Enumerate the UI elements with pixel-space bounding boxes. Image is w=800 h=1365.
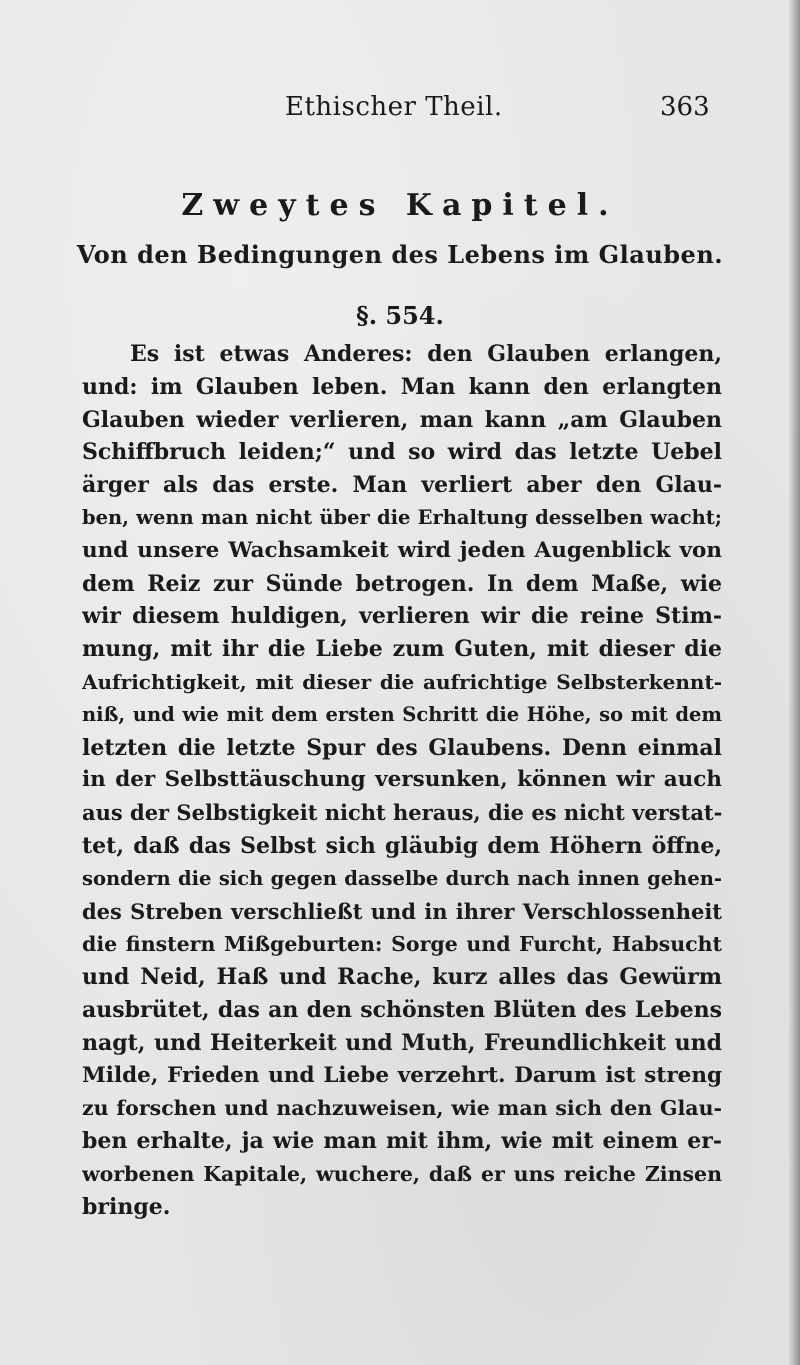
- page-number: 363: [660, 92, 710, 122]
- text-line: in der Selbsttäuschung versunken, können wir auch: [82, 767, 722, 793]
- text-line: nagt, und Heiterkeit und Muth, Freundlichkeit und: [82, 1029, 722, 1056]
- text-line: dem Reiz zur Sünde betrogen. In dem Maße, wie: [82, 570, 722, 597]
- text-line: letzten die letzte Spur des Glaubens. Denn einmal: [82, 734, 722, 761]
- text-line: bringe.: [82, 1193, 171, 1220]
- text-line: ben, wenn man nicht über die Erhaltung desselben wacht;: [82, 505, 722, 529]
- text-line: und Neid, Haß und Rache, kurz alles das Gewürm: [82, 964, 722, 991]
- text-line: des Streben verschließt und in ihrer Verschlossenheit: [82, 898, 722, 924]
- section-mark: §. 554.: [356, 301, 444, 330]
- running-head: [0, 92, 800, 132]
- text-line: aus der Selbstigkeit nicht heraus, die es nicht verstat-: [82, 800, 722, 826]
- text-line: Aufrichtigkeit, mit dieser die aufrichtige Selbsterkennt-: [82, 669, 722, 694]
- text-line: mung, mit ihr die Liebe zum Guten, mit dieser die: [82, 636, 722, 663]
- text-line: sondern die sich gegen dasselbe durch nach innen gehen-: [82, 866, 722, 890]
- text-line: Schiffbruch leiden;“ und so wird das letzte Uebel: [82, 439, 722, 466]
- chapter-subtitle: Von den Bedingungen des Lebens im Glauben.: [76, 240, 724, 269]
- text-line: worbenen Kapitale, wuchere, daß er uns reiche Zinsen: [82, 1161, 722, 1186]
- chapter-heading: Zweytes Kapitel.: [181, 188, 619, 223]
- text-line: zu forschen und nachzuweisen, wie man sich den Glau-: [82, 1096, 722, 1121]
- text-line: niß, und wie mit dem ersten Schritt die Höhe, so mit dem: [82, 702, 722, 726]
- text-line: wir diesem huldigen, verlieren wir die reine Stim-: [82, 603, 722, 630]
- text-line: und unsere Wachsamkeit wird jeden Augenblick von: [82, 537, 722, 563]
- text-line: die finstern Mißgeburten: Sorge und Furcht, Habsucht: [82, 932, 722, 957]
- section-body: [82, 338, 722, 1224]
- running-title: Ethischer Theil.: [285, 92, 503, 122]
- text-line: ben erhalte, ja wie man mit ihm, wie mit einem er-: [82, 1128, 722, 1155]
- text-line: ausbrütet, das an den schönsten Blüten des Lebens: [82, 996, 722, 1023]
- text-line: tet, daß das Selbst sich gläubig dem Höhern öffne,: [82, 832, 722, 859]
- text-line: und: im Glauben leben. Man kann den erlangten: [82, 373, 722, 400]
- text-line: Glauben wieder verlieren, man kann „am Glauben: [82, 406, 722, 433]
- text-line: Milde, Frieden und Liebe verzehrt. Darum ist streng: [82, 1062, 722, 1088]
- text-line: ärger als das erste. Man verliert aber den Glau-: [82, 472, 722, 499]
- text-line: Es ist etwas Anderes: den Glauben erlangen,: [130, 341, 722, 367]
